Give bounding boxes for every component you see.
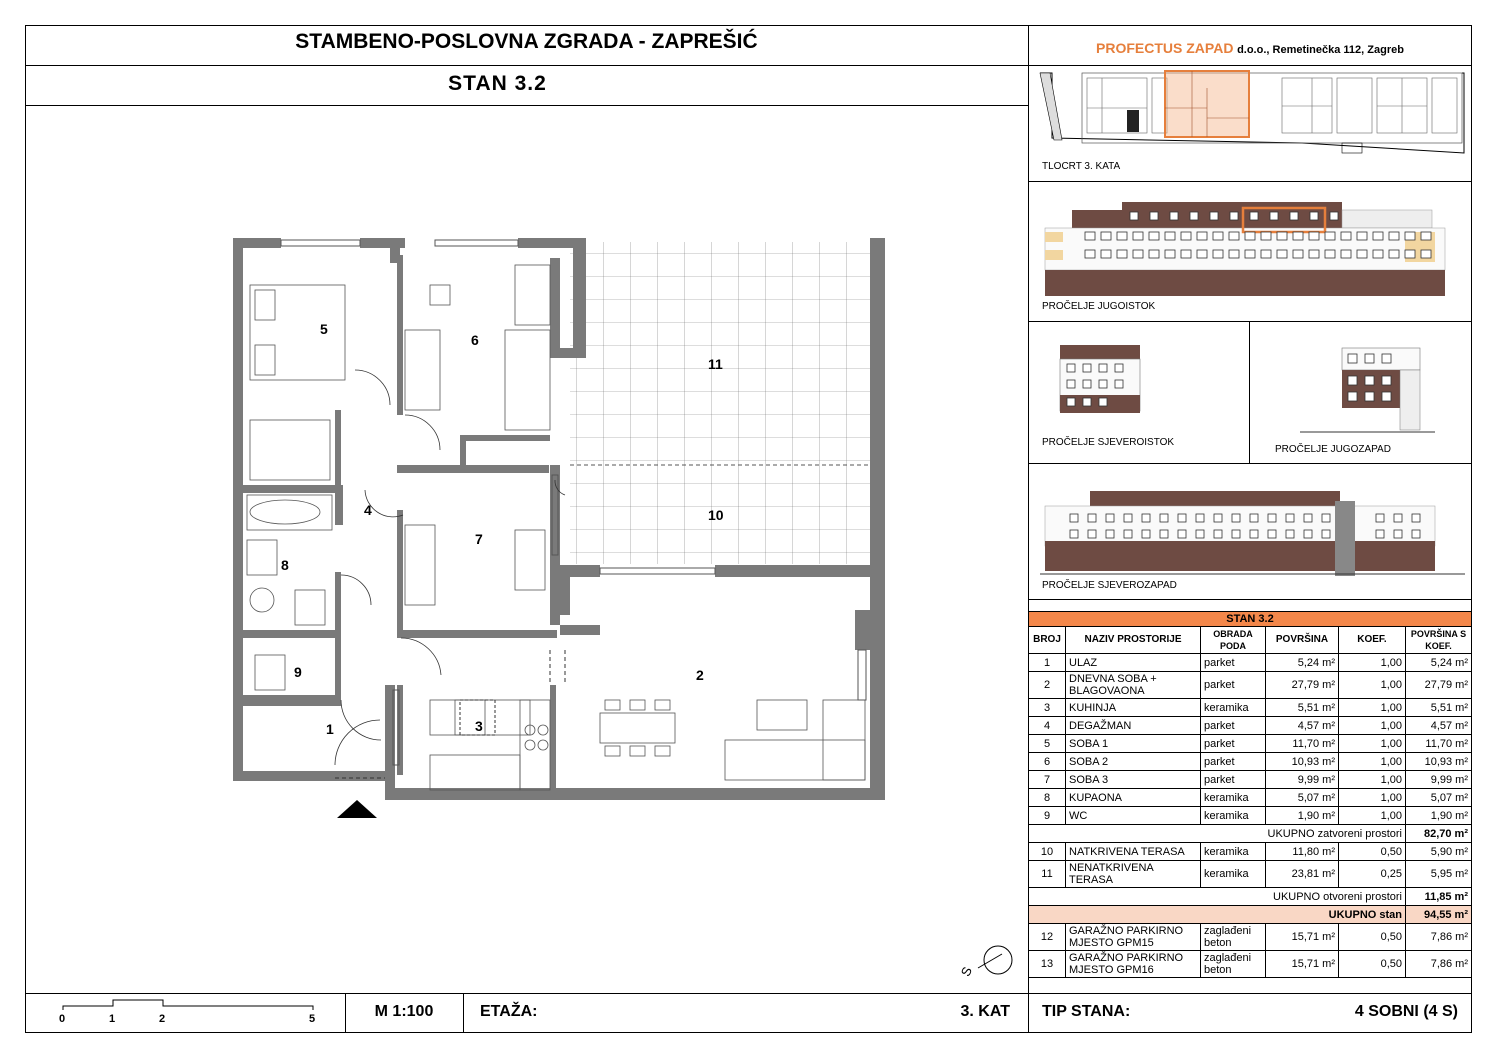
cell-area-coef: 7,86 m² (1406, 924, 1472, 951)
scale-tick: 1 (109, 1013, 116, 1025)
cell-coef: 1,00 (1339, 735, 1406, 753)
cell-name: NATKRIVENA TERASA (1066, 843, 1201, 861)
unit-type-value: 4 SOBNI (4 S) (1354, 1003, 1458, 1020)
label-floor-plan: TLOCRT 3. KATA (1042, 161, 1121, 172)
cell-area-coef: 5,51 m² (1406, 699, 1472, 717)
cell-coef: 0,50 (1339, 843, 1406, 861)
elevation-northwest (1040, 486, 1465, 578)
elevation-southeast (1040, 200, 1465, 298)
cell-name: WC (1066, 807, 1201, 825)
cell-area-coef: 5,07 m² (1406, 789, 1472, 807)
elevation-southwest (1290, 340, 1440, 440)
total-open-label: UKUPNO otvoreni prostori (1029, 888, 1406, 906)
table-row (1029, 654, 1472, 672)
cell-coef: 1,00 (1339, 807, 1406, 825)
cell-name: SOBA 3 (1066, 771, 1201, 789)
divider (1028, 463, 1472, 464)
table-title: STAN 3.2 (1029, 612, 1472, 627)
cell-area-coef: 10,93 m² (1406, 753, 1472, 771)
elevation-northeast (1055, 340, 1145, 420)
table-row (1029, 807, 1472, 825)
cell-floor: keramika (1201, 789, 1266, 807)
north-arrow-icon (957, 940, 1020, 985)
cell-coef: 0,50 (1339, 924, 1406, 951)
room-number: 1 (326, 721, 334, 737)
scale-tick: 2 (159, 1013, 166, 1025)
cell-area: 11,70 m² (1266, 735, 1339, 753)
col-header: KOEF. (1339, 627, 1406, 654)
cell-coef: 1,00 (1339, 672, 1406, 699)
cell-name: SOBA 2 (1066, 753, 1201, 771)
col-header: POVRŠINA S KOEF. (1406, 627, 1472, 654)
cell-num: 2 (1029, 672, 1066, 699)
cell-area: 15,71 m² (1266, 924, 1339, 951)
cell-coef: 1,00 (1339, 717, 1406, 735)
room-number: 3 (475, 718, 483, 734)
room-number: 2 (696, 667, 704, 683)
cell-coef: 0,25 (1339, 861, 1406, 888)
cell-num: 4 (1029, 717, 1066, 735)
cell-coef: 0,50 (1339, 951, 1406, 978)
company-header (1030, 40, 1470, 56)
cell-num: 5 (1029, 735, 1066, 753)
room-number: 8 (281, 557, 289, 573)
table-row (1029, 951, 1472, 978)
cell-num: 11 (1029, 861, 1066, 888)
col-header: OBRADA PODA (1201, 627, 1266, 654)
divider (1028, 599, 1472, 600)
floor-value: 3. KAT (960, 1003, 1010, 1020)
cell-floor: keramika (1201, 861, 1266, 888)
divider (463, 993, 464, 1033)
table-row (1029, 924, 1472, 951)
company-name-part1: PROFEC (1096, 40, 1155, 56)
label-southeast: PROČELJE JUGOISTOK (1042, 301, 1156, 312)
label-northeast: PROČELJE SJEVEROISTOK (1042, 437, 1175, 448)
cell-num: 6 (1029, 753, 1066, 771)
total-closed: 82,70 m² (1406, 825, 1472, 843)
cell-area-coef: 4,57 m² (1406, 717, 1472, 735)
divider (25, 993, 1472, 994)
company-details: d.o.o., Remetinečka 112, Zagreb (1237, 44, 1404, 56)
cell-area-coef: 5,95 m² (1406, 861, 1472, 888)
project-title: STAMBENO-POSLOVNA ZGRADA - ZAPREŠIĆ (295, 30, 758, 53)
col-header: NAZIV PROSTORIJE (1066, 627, 1201, 654)
cell-area: 5,24 m² (1266, 654, 1339, 672)
divider (25, 105, 1028, 106)
cell-area-coef: 5,24 m² (1406, 654, 1472, 672)
divider (1028, 65, 1472, 66)
cell-name: NENATKRIVENA TERASA (1066, 861, 1201, 888)
cell-floor: zaglađeni beton (1201, 924, 1266, 951)
floor-label: ETAŽA: (480, 1003, 538, 1020)
cell-area-coef: 27,79 m² (1406, 672, 1472, 699)
table-row (1029, 753, 1472, 771)
unit-type-label: TIP STANA: (1042, 1003, 1131, 1020)
col-header: BROJ (1029, 627, 1066, 654)
table-row (1029, 672, 1472, 699)
cell-floor: zaglađeni beton (1201, 951, 1266, 978)
cell-name: DEGAŽMAN (1066, 717, 1201, 735)
scale-tick: 5 (309, 1013, 316, 1025)
cell-floor: parket (1201, 771, 1266, 789)
divider (1028, 181, 1472, 182)
cell-num: 7 (1029, 771, 1066, 789)
scale-tick: 0 (59, 1013, 66, 1025)
total-open: 11,85 m² (1406, 888, 1472, 906)
cell-coef: 1,00 (1339, 699, 1406, 717)
north-label: S (957, 964, 975, 979)
label-southwest: PROČELJE JUGOZAPAD (1275, 444, 1391, 455)
cell-area: 27,79 m² (1266, 672, 1339, 699)
table-row (1029, 843, 1472, 861)
unit-title: STAN 3.2 (448, 72, 547, 95)
room-number: 11 (708, 356, 723, 372)
cell-area: 10,93 m² (1266, 753, 1339, 771)
cell-floor: parket (1201, 735, 1266, 753)
cell-floor: keramika (1201, 843, 1266, 861)
cell-area: 11,80 m² (1266, 843, 1339, 861)
room-number: 9 (294, 664, 302, 680)
cell-num: 13 (1029, 951, 1066, 978)
cell-area: 1,90 m² (1266, 807, 1339, 825)
cell-coef: 1,00 (1339, 771, 1406, 789)
cell-area: 23,81 m² (1266, 861, 1339, 888)
cell-area: 4,57 m² (1266, 717, 1339, 735)
cell-name: ULAZ (1066, 654, 1201, 672)
key-floor-plan (1032, 68, 1468, 168)
cell-name: DNEVNA SOBA + BLAGOVAONA (1066, 672, 1201, 699)
table-row (1029, 789, 1472, 807)
cell-floor: parket (1201, 753, 1266, 771)
divider (1249, 321, 1250, 463)
cell-floor: parket (1201, 654, 1266, 672)
cell-name: SOBA 1 (1066, 735, 1201, 753)
cell-num: 1 (1029, 654, 1066, 672)
cell-name: KUHINJA (1066, 699, 1201, 717)
scale-bar (55, 996, 325, 1014)
divider (25, 65, 1028, 66)
cell-area-coef: 7,86 m² (1406, 951, 1472, 978)
cell-area: 9,99 m² (1266, 771, 1339, 789)
cell-area-coef: 5,90 m² (1406, 843, 1472, 861)
cell-area: 5,51 m² (1266, 699, 1339, 717)
cell-floor: keramika (1201, 699, 1266, 717)
cell-coef: 1,00 (1339, 753, 1406, 771)
cell-area-coef: 9,99 m² (1406, 771, 1472, 789)
cell-coef: 1,00 (1339, 654, 1406, 672)
cell-name: GARAŽNO PARKIRNO MJESTO GPM15 (1066, 924, 1201, 951)
room-number: 6 (471, 332, 479, 348)
label-northwest: PROČELJE SJEVEROZAPAD (1042, 580, 1177, 591)
total-closed-label: UKUPNO zatvoreni prostori (1029, 825, 1406, 843)
cell-area: 15,71 m² (1266, 951, 1339, 978)
table-row (1029, 699, 1472, 717)
room-number: 4 (364, 502, 372, 518)
company-name-part2: TUS ZAPAD (1154, 40, 1234, 56)
cell-floor: parket (1201, 672, 1266, 699)
cell-num: 8 (1029, 789, 1066, 807)
table-row (1029, 717, 1472, 735)
cell-name: KUPAONA (1066, 789, 1201, 807)
cell-num: 10 (1029, 843, 1066, 861)
scale-value: M 1:100 (374, 1003, 434, 1020)
cell-name: GARAŽNO PARKIRNO MJESTO GPM16 (1066, 951, 1201, 978)
table-row (1029, 861, 1472, 888)
total-unit-label: UKUPNO stan (1029, 906, 1406, 924)
col-header: POVRŠINA (1266, 627, 1339, 654)
cell-area-coef: 11,70 m² (1406, 735, 1472, 753)
total-unit: 94,55 m² (1406, 906, 1472, 924)
cell-area-coef: 1,90 m² (1406, 807, 1472, 825)
cell-floor: keramika (1201, 807, 1266, 825)
divider (1028, 321, 1472, 322)
room-number: 10 (708, 507, 724, 523)
table-row (1029, 771, 1472, 789)
cell-num: 9 (1029, 807, 1066, 825)
room-number: 7 (475, 531, 483, 547)
cell-floor: parket (1201, 717, 1266, 735)
cell-area: 5,07 m² (1266, 789, 1339, 807)
cell-num: 3 (1029, 699, 1066, 717)
table-row (1029, 735, 1472, 753)
cell-num: 12 (1029, 924, 1066, 951)
room-table (1028, 611, 1472, 978)
cell-coef: 1,00 (1339, 789, 1406, 807)
room-number: 5 (320, 321, 328, 337)
